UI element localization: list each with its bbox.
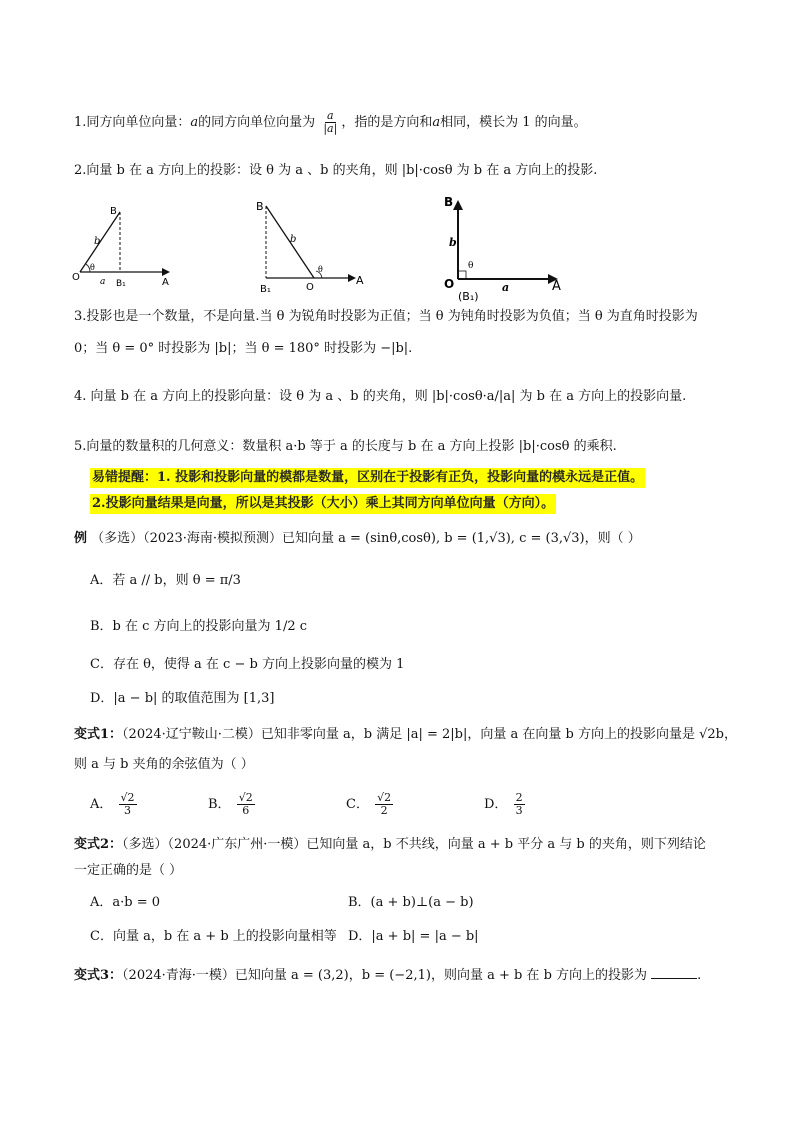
fig3-label-theta: θ — [468, 261, 474, 271]
fig1-label-A: A — [162, 277, 169, 288]
variant-1-question: （2024·辽宁鞍山·二模）已知非零向量 a，b 满足 |a| = 2|b|，向量 a 在向量 b 方向上的投影向量是 √2b， — [122, 727, 737, 742]
variant-1-label: 变式1： — [74, 727, 123, 742]
variant-3-end: . — [697, 968, 702, 983]
variant-3-label: 变式3： — [74, 968, 123, 983]
fig2-label-B: B — [256, 200, 264, 213]
variant-2-option-a: A．a·b = 0 — [90, 895, 161, 910]
fig1-label-b: b — [94, 236, 101, 247]
variant-1-option-a — [90, 792, 139, 817]
item-2-projection: 2.向量 b 在 a 方向上的投影：设 θ 为 a 、b 的夹角，则 |b|·cosθ 为 b 在 a 方向上的投影. — [74, 163, 598, 178]
variant-1-option-b — [208, 792, 257, 817]
option-label: B． — [208, 797, 231, 812]
variant-3-question: （2024·青海·一模）已知向量 a = (3,2)，b = (−2,1)，则向量 a + b 在 b 方向上的投影为 — [122, 968, 648, 983]
item-3-line-2: 0；当 θ = 0° 时投影为 |b|；当 θ = 180° 时投影为 −|b|. — [74, 341, 413, 356]
example-option-d: D．|a − b| 的取值范围为 [1,3] — [90, 691, 275, 706]
warning-line-2: 2.投影向量结果是向量，所以是其投影（大小）乘上其同方向单位向量（方向）。 — [90, 494, 556, 514]
item-1-prefix: 1.同方向单位向量： — [74, 115, 191, 130]
fig3-label-b: b — [449, 236, 457, 249]
figure-right-angle — [440, 192, 570, 302]
fig1-label-B1: B₁ — [116, 279, 126, 289]
fig3-label-A: A — [552, 279, 561, 294]
figure-obtuse-angle — [252, 198, 372, 298]
example-option-a: A．若 a // b，则 θ = π/3 — [90, 573, 241, 588]
fig1-label-B: B — [110, 206, 117, 217]
figure-acute-angle — [70, 200, 170, 295]
fig1-label-O: O — [72, 272, 80, 283]
fraction-denominator: 3 — [515, 804, 523, 817]
variant-2-option-d: D．|a + b| = |a − b| — [348, 929, 479, 944]
option-label: C． — [346, 797, 369, 812]
example-question: （多选）（2023·海南·模拟预测）已知向量 a = (sinθ,cosθ), b = (1,√3), c = (3,√3)，则（ ） — [91, 531, 641, 546]
example-option-c: C．存在 θ，使得 a 在 c − b 方向上投影向量的模为 1 — [90, 657, 405, 672]
vector-a: a — [190, 115, 199, 130]
option-label: A． — [90, 797, 113, 812]
fraction-denominator: |a| — [323, 122, 338, 135]
fraction-denominator: 6 — [242, 804, 250, 817]
variant-2-stem-1 — [74, 836, 706, 854]
item-1-unit-vector — [74, 110, 587, 135]
answer-blank[interactable] — [651, 966, 697, 979]
fig2-label-O: O — [306, 282, 314, 293]
variant-1-stem-1 — [74, 726, 737, 744]
fig3-label-a: a — [502, 281, 510, 294]
fig2-label-B1: B₁ — [260, 284, 271, 295]
option-label: D． — [484, 797, 508, 812]
example-option-b: B．b 在 c 方向上的投影向量为 1/2 c — [90, 619, 308, 634]
fraction-numerator: √2 — [238, 791, 253, 804]
fraction-numerator: 2 — [515, 791, 523, 804]
fig2-label-A: A — [356, 274, 364, 287]
variant-2-stem-2: 一定正确的是（ ） — [74, 863, 183, 878]
fig1-label-a: a — [100, 277, 106, 287]
example-stem — [74, 530, 641, 548]
variant-1-option-c — [346, 792, 395, 817]
fraction-numerator: √2 — [377, 791, 392, 804]
fraction-numerator: √2 — [120, 791, 135, 804]
item-3-line-1: 3.投影也是一个数量，不是向量.当 θ 为锐角时投影为正值；当 θ 为钝角时投影为负值；当 θ 为直角时投影为 — [74, 309, 698, 324]
variant-1-stem-2: 则 a 与 b 夹角的余弦值为（ ） — [74, 757, 254, 772]
item-4-projection-vector: 4. 向量 b 在 a 方向上的投影向量：设 θ 为 a 、b 的夹角，则 |b|·cosθ·a/|a| 为 b 在 a 方向上的投影向量. — [74, 389, 687, 404]
warning-line-1: 易错提醒：1. 投影和投影向量的模都是数量，区别在于投影有正负，投影向量的模永远是正值。 — [90, 468, 645, 488]
variant-2-option-c: C．向量 a，b 在 a + b 上的投影向量相等 — [90, 929, 337, 944]
fig3-label-O: O — [444, 277, 455, 291]
fig3-label-B: B — [444, 195, 454, 209]
unit-vector-fraction — [321, 110, 339, 135]
fig3-label-B1: (B₁) — [458, 290, 479, 302]
option-fraction — [375, 792, 393, 817]
fraction-numerator: a — [327, 109, 334, 122]
variant-3-stem — [74, 966, 701, 985]
fraction-denominator: 2 — [380, 804, 388, 817]
item-1-end: 相同，模长为 1 的向量。 — [440, 115, 587, 130]
item-5-dot-product-meaning: 5.向量的数量积的几何意义：数量积 a·b 等于 a 的长度与 b 在 a 方向上投影 |b|·cosθ 的乘积. — [74, 439, 617, 454]
fig2-label-theta: θ — [318, 265, 323, 274]
item-1-mid: 的同方向单位向量为 — [198, 115, 316, 130]
option-fraction — [119, 792, 137, 817]
fig2-label-b: b — [290, 234, 297, 245]
variant-2-question: （多选）（2024·广东广州·一模）已知向量 a，b 不共线，向量 a + b 平分 a 与 b 的夹角，则下列结论 — [122, 837, 706, 852]
variant-1-option-d — [484, 792, 527, 817]
item-1-post: ，指的是方向和 — [341, 115, 433, 130]
fraction-denominator: 3 — [124, 804, 132, 817]
example-label: 例 — [74, 531, 88, 546]
vector-a: a — [432, 115, 441, 130]
variant-2-label: 变式2： — [74, 837, 123, 852]
option-fraction — [237, 792, 255, 817]
fig1-label-theta: θ — [90, 263, 95, 272]
option-fraction — [514, 792, 525, 817]
variant-2-option-b: B．(a + b)⊥(a − b) — [348, 895, 474, 910]
